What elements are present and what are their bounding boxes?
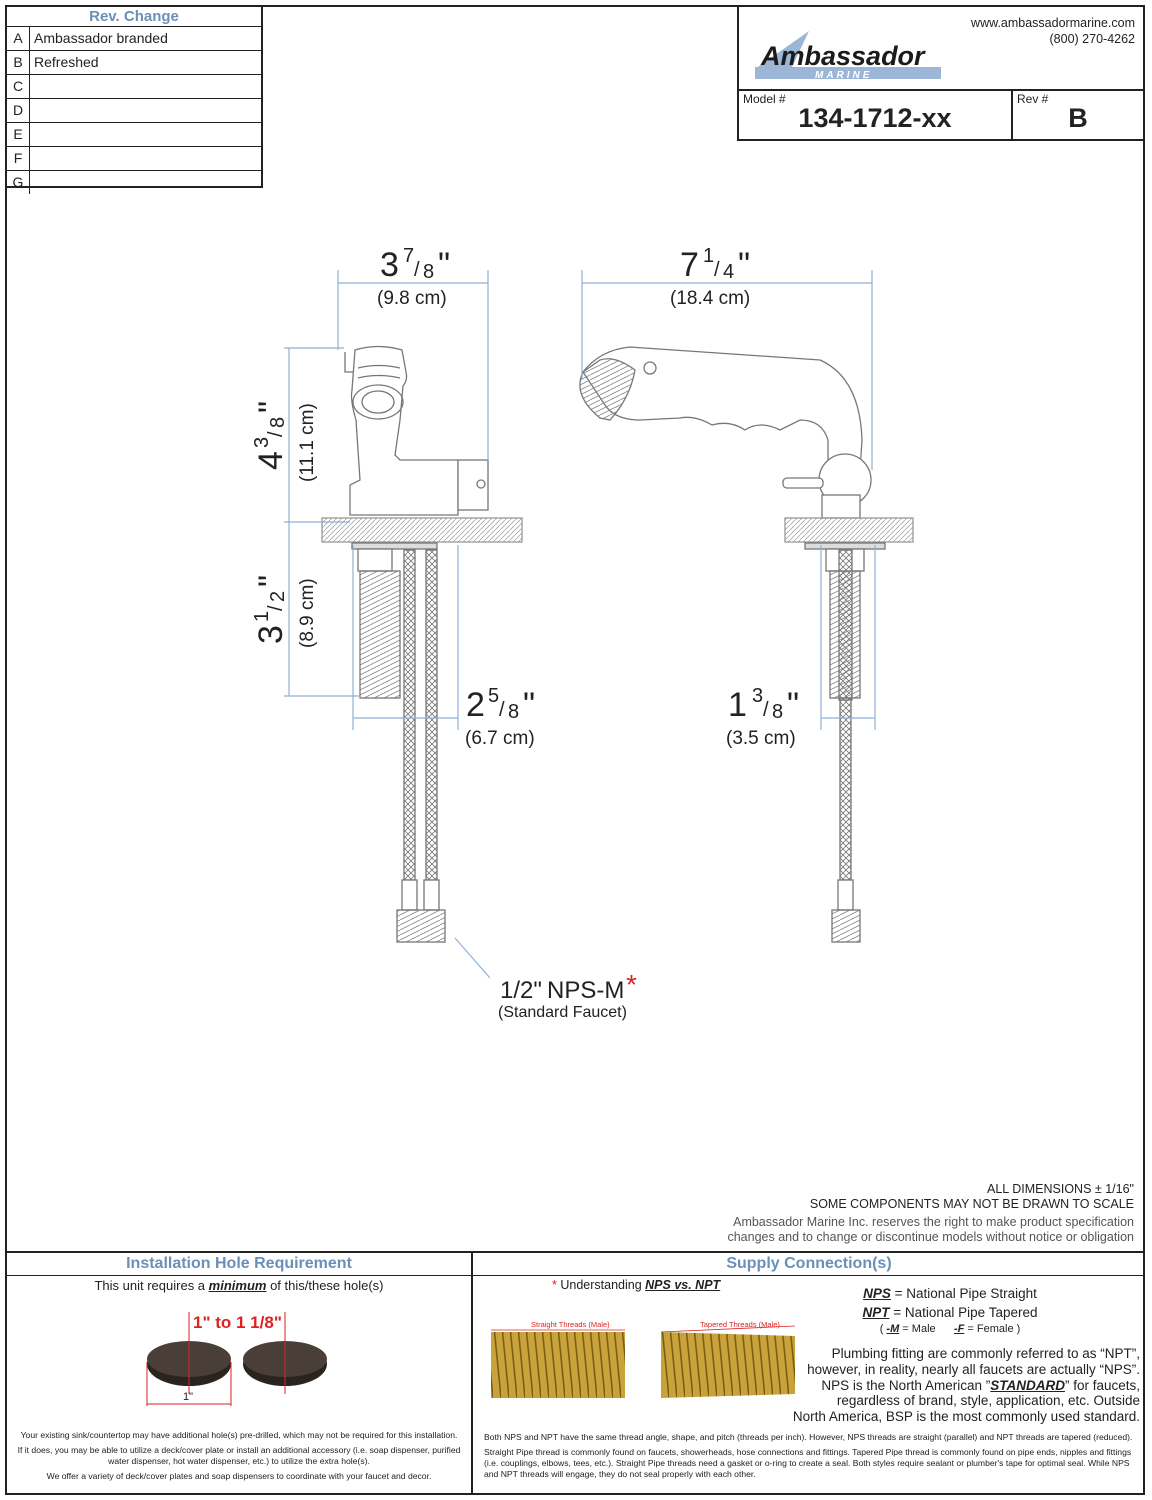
revision-row: C	[7, 75, 261, 99]
svg-text:": "	[252, 574, 290, 587]
revision-row: E	[7, 123, 261, 147]
base-width-whole: 2	[466, 686, 485, 724]
svg-text:": "	[738, 246, 751, 284]
straight-threads-label: Straight Threads (Male)	[531, 1320, 610, 1329]
shank-length-label	[251, 575, 290, 644]
model-label: Model #	[743, 92, 786, 106]
svg-text:8: 8	[267, 416, 289, 428]
thread-diagrams	[485, 1316, 805, 1406]
front-width-whole: 3	[380, 246, 399, 284]
website: www.ambassadormarine.com	[971, 16, 1135, 30]
svg-text:": "	[438, 246, 451, 284]
revision-header: Rev. Change	[7, 7, 261, 27]
side-length-metric: (18.4 cm)	[670, 288, 751, 309]
svg-text:8: 8	[772, 701, 784, 723]
svg-text:": "	[252, 400, 290, 413]
svg-text:3: 3	[252, 625, 290, 644]
hole-min-label: 1"	[183, 1391, 194, 1403]
hole-range-label: 1" to 1 1/8"	[193, 1313, 282, 1332]
svg-text:1: 1	[703, 245, 715, 267]
hole-diagram	[130, 1302, 350, 1417]
model-number: 134-1712-xx	[798, 103, 952, 133]
svg-text:MARINE: MARINE	[815, 70, 873, 81]
install-header: Installation Hole Requirement	[7, 1253, 471, 1276]
svg-text:4: 4	[723, 261, 735, 283]
svg-text:2: 2	[267, 590, 289, 602]
install-footnotes: Your existing sink/countertop may have additional hole(s) pre-drilled, which may not be required for this installation. If it does, you may be able to utilize a deck/cover plate or install an additional accessory (i.e. soap dispenser, purified water dispenser, hot water dispenser, etc.) to utilize the extra hole(s). We offer a variety of deck/cover plates and soap dispensers to coordinate with your faucet and decor.	[17, 1430, 461, 1481]
front-height-label	[251, 401, 290, 470]
connection-label	[498, 969, 637, 1021]
straight-thread-fitting	[491, 1332, 625, 1398]
supply-header: Supply Connection(s)	[473, 1253, 1145, 1276]
svg-text:/: /	[763, 699, 769, 721]
revision-row: F	[7, 147, 261, 171]
side-view	[580, 347, 913, 942]
svg-text:3: 3	[251, 436, 273, 448]
revision-row: G	[7, 171, 261, 194]
shank-length-metric: (8.9 cm)	[297, 578, 318, 648]
nps-explanation: Plumbing fitting are commonly referred to as “NPT”, however, in reality, nearly all faucets are actually “NPS”. NPS is the North American ”STANDARD” for faucets, regardless of brand, style, application, etc. Outside North America, BSP is the most commonly used standard.	[792, 1346, 1140, 1425]
nps-npt-legend: NPS = National Pipe Straight NPT = National Pipe Tapered ( -M = Male -F = Female )	[862, 1286, 1038, 1335]
svg-text:*: *	[626, 969, 637, 1000]
svg-text:1/2": 1/2"	[500, 977, 542, 1004]
base-width-metric: (6.7 cm)	[465, 728, 535, 749]
svg-text:Ambassador: Ambassador	[761, 41, 925, 71]
side-base-metric: (3.5 cm)	[726, 728, 796, 749]
side-length-whole: 7	[680, 246, 699, 284]
svg-text:8: 8	[508, 701, 520, 723]
side-base-whole: 1	[728, 686, 747, 724]
tapered-threads-label: Tapered Threads (Male)	[700, 1320, 780, 1329]
svg-text:/: /	[265, 605, 287, 611]
svg-text:": "	[787, 686, 800, 724]
svg-text:/: /	[265, 431, 287, 437]
rev-label: Rev #	[1017, 92, 1049, 106]
svg-text:4: 4	[252, 451, 290, 470]
svg-text:3: 3	[752, 685, 764, 707]
front-view	[322, 347, 522, 943]
revision-row: B Refreshed	[7, 51, 261, 75]
front-height-metric: (11.1 cm)	[297, 403, 318, 482]
understanding-label: * Understanding NPS vs. NPT	[552, 1278, 721, 1292]
front-width-num: 7	[403, 245, 415, 267]
install-intro: This unit requires a minimum of this/these hole(s)	[94, 1278, 384, 1293]
svg-text:/: /	[499, 699, 505, 721]
svg-text:1: 1	[251, 610, 273, 622]
revision-row: A Ambassador branded	[7, 27, 261, 51]
revision-row: D	[7, 99, 261, 123]
rev-value: B	[1068, 103, 1088, 133]
svg-text:/: /	[714, 259, 720, 281]
supply-footnotes: Both NPS and NPT have the same thread angle, shape, and pitch (threads per inch). However, NPS threads are straight (parallel) and NPT threads are tapered (reduced). Straight Pipe thread is commonly found on faucets, showerheads, hose connections and fittings. Tapered Pipe thread is commonly found on pipe ends, nipples and fittings (i.e. couplings, elbows, tees, etc.). Straight Pipe threads need a gasket or o-ring to create a seal. Both styles require sealant or plumber's tape for optimal seal. While NPS and NPT threads will engage, they do not seal properly with each other.	[484, 1432, 1133, 1479]
svg-text:NPS-M: NPS-M	[547, 977, 625, 1004]
svg-text:/: /	[414, 259, 420, 281]
svg-text:5: 5	[488, 685, 500, 707]
front-width-metric: (9.8 cm)	[377, 288, 447, 309]
phone: (800) 270-4262	[1049, 32, 1135, 46]
dimension-notes: ALL DIMENSIONS ± 1/16" SOME COMPONENTS MAY NOT BE DRAWN TO SCALE Ambassador Marine Inc. reserves the right to make product specification changes and to change or discontinue models without notice or obligation	[727, 1182, 1134, 1244]
svg-text:(Standard Faucet): (Standard Faucet)	[498, 1004, 627, 1021]
panel-divider	[471, 1253, 473, 1495]
svg-text:": "	[523, 686, 536, 724]
front-width-den: 8	[423, 261, 435, 283]
